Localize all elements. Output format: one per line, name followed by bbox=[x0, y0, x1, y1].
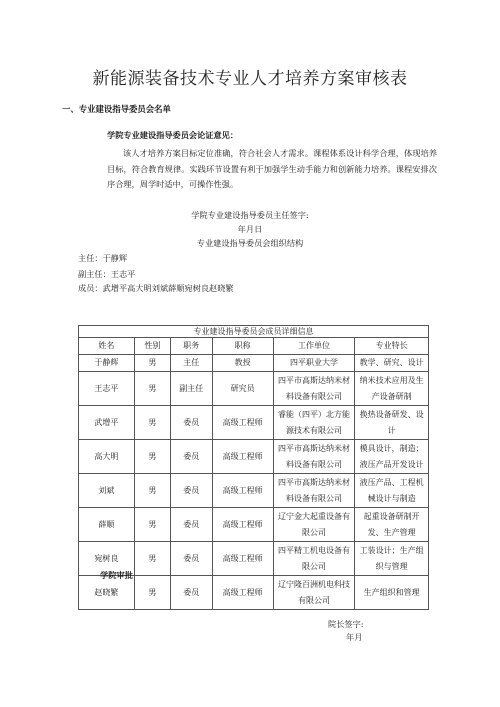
table-cell: 模具设计，制造；液压产品开发设计 bbox=[355, 440, 429, 474]
table-cell: 男 bbox=[134, 474, 170, 508]
table-cell: 赵晓繁 bbox=[79, 576, 135, 610]
table-header-cell: 职务 bbox=[171, 338, 213, 355]
signature-line: 学院专业建设指导委员主任签字: bbox=[191, 210, 309, 220]
table-cell: 四平市高斯达纳米材料设备有限公司 bbox=[273, 474, 355, 508]
table-header-cell: 工作单位 bbox=[273, 338, 355, 355]
members-table bbox=[78, 325, 429, 610]
table-cell: 男 bbox=[134, 542, 170, 576]
table-cell: 纳米技术应用及生产设备研制 bbox=[355, 372, 429, 406]
table-cell: 教授 bbox=[212, 355, 273, 372]
table-cell: 辽宁隆百洲机电科技有限公司 bbox=[273, 576, 355, 610]
table-cell: 刘斌 bbox=[79, 474, 135, 508]
table-row bbox=[79, 355, 429, 372]
table-cell: 液压产品、工程机械设计与制造 bbox=[355, 474, 429, 508]
table-cell: 副主任 bbox=[171, 372, 213, 406]
table-cell: 于静辉 bbox=[79, 355, 135, 372]
table-cell: 研究员 bbox=[212, 372, 273, 406]
table-cell: 四平市高斯达纳米材料设备有限公司 bbox=[273, 372, 355, 406]
review-heading: 学院审批 bbox=[100, 570, 133, 580]
table-row bbox=[79, 440, 429, 474]
table-cell: 武增平 bbox=[79, 406, 135, 440]
table-cell: 四平精工机电设备有限公司 bbox=[273, 542, 355, 576]
table-cell: 生产组织和管理 bbox=[355, 576, 429, 610]
table-cell: 主任 bbox=[171, 355, 213, 372]
table-cell: 辽宁金大起重设备有限公司 bbox=[273, 508, 355, 542]
table-cell: 换热设备研发、设计 bbox=[355, 406, 429, 440]
table-cell: 高级工程师 bbox=[212, 440, 273, 474]
opinion-paragraph: 该人才培养方案目标定位准确，符合社会人才需求。课程体系设计科学合理，体现培养目标，符合教育规律。实践环节设置有利于加强学生动手能力和创新能力培养。课程安排次序合理，周学时适中，可操作性强。 bbox=[107, 148, 437, 189]
table-cell: 工装设计；生产组织与管理 bbox=[355, 542, 429, 576]
table-cell: 男 bbox=[134, 406, 170, 440]
table-cell: 教学、研究、设计 bbox=[355, 355, 429, 372]
table-cell: 男 bbox=[134, 440, 170, 474]
table-row bbox=[79, 406, 429, 440]
page-title: 新能源装备技术专业人才培养方案审核表 bbox=[92, 69, 408, 89]
members-line: 成员：武增平高大明刘斌薛顺宛树良赵晓繁 bbox=[78, 283, 234, 293]
table-cell: 薛顺 bbox=[79, 508, 135, 542]
table-cell: 高级工程师 bbox=[212, 542, 273, 576]
table-row bbox=[79, 474, 429, 508]
table-cell: 高级工程师 bbox=[212, 406, 273, 440]
table-header-cell: 职称 bbox=[212, 338, 273, 355]
table-cell: 男 bbox=[134, 576, 170, 610]
table-cell: 四平市高斯达纳米材料设备有限公司 bbox=[273, 440, 355, 474]
table-cell: 高级工程师 bbox=[212, 508, 273, 542]
table-header-cell: 性别 bbox=[134, 338, 170, 355]
table-cell: 男 bbox=[134, 355, 170, 372]
table-cell: 高级工程师 bbox=[212, 474, 273, 508]
opinion-heading: 学院专业建设指导委员会论证意见： bbox=[107, 130, 239, 140]
table-cell: 四平职业大学 bbox=[273, 355, 355, 372]
table-header-row bbox=[79, 338, 429, 355]
table-cell: 王志平 bbox=[79, 372, 135, 406]
table-row bbox=[79, 508, 429, 542]
table-cell: 男 bbox=[134, 372, 170, 406]
table-cell: 睿能（四平）北方能源技术有限公司 bbox=[273, 406, 355, 440]
date-line: 年月日 bbox=[237, 224, 263, 234]
review-date: 年月 bbox=[346, 632, 363, 642]
table-cell: 委员 bbox=[171, 406, 213, 440]
table-cell: 委员 bbox=[171, 542, 213, 576]
table-cell: 委员 bbox=[171, 576, 213, 610]
table-header-cell: 专业特长 bbox=[355, 338, 429, 355]
table-cell: 起重设备研制开发、生产管理 bbox=[355, 508, 429, 542]
table-caption: 专业建设指导委员会成员详细信息 bbox=[79, 326, 429, 338]
table-header-cell: 姓名 bbox=[79, 338, 135, 355]
dean-signature: 院长签字: bbox=[328, 619, 364, 629]
org-structure-title: 专业建设指导委员会组织结构 bbox=[196, 238, 304, 248]
section-heading: 一、专业建设指导委员会名单 bbox=[62, 104, 171, 114]
table-cell: 委员 bbox=[171, 508, 213, 542]
table-cell: 委员 bbox=[171, 474, 213, 508]
table-cell: 委员 bbox=[171, 440, 213, 474]
table-cell: 高大明 bbox=[79, 440, 135, 474]
director-line: 主任：于静辉 bbox=[78, 253, 128, 263]
table-cell: 宛树良 bbox=[79, 542, 135, 576]
vice-director-line: 副主任：王志平 bbox=[78, 269, 136, 279]
table-row bbox=[79, 372, 429, 406]
table-cell: 男 bbox=[134, 508, 170, 542]
table-cell: 高级工程师 bbox=[212, 576, 273, 610]
